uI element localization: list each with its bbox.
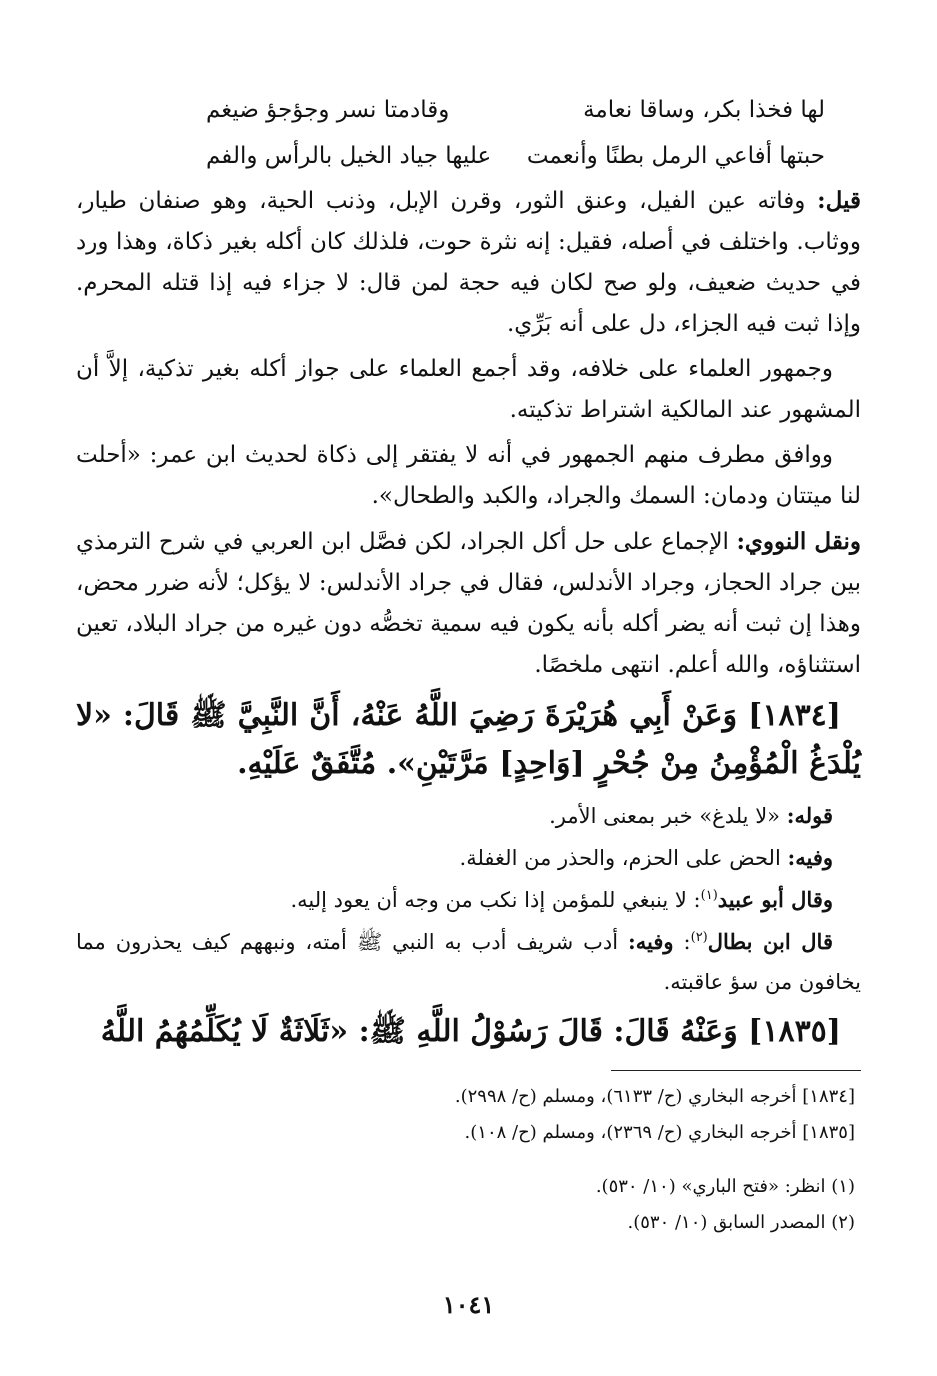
footnote-ref-1[interactable]: (١) — [700, 888, 718, 903]
comment-text: : لا ينبغي للمؤمن إذا نكب من وجه أن يعود إليه. — [290, 888, 701, 912]
comment-lead: وقال أبو عبيد — [717, 887, 833, 912]
commentary-ibn-battal — [76, 922, 861, 1002]
paragraph-lead: قيل: — [817, 187, 861, 214]
commentary-abu-ubayd — [76, 880, 861, 920]
comment-lead: قوله: — [786, 803, 833, 828]
poetry-verse — [76, 90, 861, 176]
comment-lead: قال ابن بطال — [707, 929, 833, 954]
verse-1-first-hemistich: لها فخذا بكر، وساقا نعامة — [583, 97, 825, 123]
footnote-2: (٢) المصدر السابق (١٠/ ٥٣٠). — [627, 1212, 855, 1233]
paragraph-text: وفاته عين الفيل، وعنق الثور، وقرن الإبل، وذنب الحية، وهو صنفان طيار، ووثاب. واختلف في أصله، فقيل: إنه نثرة حوت، فلذلك كان أكله بغير ذكاة، وهذا ورد في حديث ضعيف، ولو صح لكان فيه حجة لمن قال: لا جزاء فيه إذا قتله المحرم. وإذا ثبت فيه الجزاء، دل على أنه بَرِّي. — [76, 188, 861, 337]
footnote-ref-2[interactable]: (٢) — [690, 930, 708, 945]
comment-lead: وفيه: — [787, 845, 833, 870]
hadith-1835: [١٨٣٥] وَعَنْهُ قَالَ: قَالَ رَسُوْلُ اللَّهِ ﷺ: «ثَلَاثَةٌ لَا يُكَلِّمُهُمُ اللَّهُ — [100, 1014, 841, 1049]
hadith-1834: [١٨٣٤] وَعَنْ أَبِي هُرَيْرَةَ رَضِيَ اللَّهُ عَنْهُ، أَنَّ النَّبِيَّ ﷺ قَالَ: «لا يُلْدَغُ الْمُؤْمِنُ مِنْ جُحْرٍ [وَاحِدٍ] مَرَّتَيْنِ». مُتَّفَقٌ عَلَيْهِ. — [76, 698, 861, 781]
comment-text: «لا يلدغ» خبر بمعنى الأمر. — [549, 804, 787, 828]
paragraph-mutarrif: ووافق مطرف منهم الجمهور في أنه لا يفتقر إلى ذكاة لحديث ابن عمر: «أحلت لنا ميتتان ودمان: السمك والجراد، والكبد والطحال». — [76, 442, 861, 509]
commentary-wafihi — [76, 838, 861, 878]
footnote-divider — [611, 1070, 861, 1071]
comment-text: الحض على الحزم، والحذر من الغفلة. — [459, 846, 788, 870]
paragraph-majority-opinion: وجمهور العلماء على خلافه، وقد أجمع العلماء على جواز أكله بغير تذكية، إلاَّ أن المشهور عند المالكية اشتراط تذكيته. — [76, 356, 861, 423]
comment-text: أدب شريف أدب به النبي ﷺ أمته، ونبههم كيف يحذرون مما يخافون من سؤ عاقبته. — [76, 930, 861, 994]
comment-lead-2: وفيه: — [628, 929, 674, 954]
verse-2-first-hemistich: حبتها أفاعي الرمل بطنًا وأنعمت — [526, 143, 825, 169]
page-number: ١٠٤١ — [442, 1290, 495, 1319]
paragraph-lead: ونقل النووي: — [736, 528, 861, 555]
paragraph-nawawi — [76, 521, 861, 686]
verse-1-second-hemistich: وقادمتا نسر وجؤجؤ ضيغم — [206, 97, 450, 123]
comment-separator: : — [673, 930, 691, 954]
footnote-1: (١) انظر: «فتح الباري» (١٠/ ٥٣٠). — [595, 1176, 855, 1197]
footnote-spacer — [76, 1151, 861, 1169]
takhrij-1834: [١٨٣٤] أخرجه البخاري (ح/ ٦١٣٣)، ومسلم (ح/ ٢٩٩٨). — [454, 1086, 855, 1107]
verse-line-2 — [76, 136, 861, 176]
commentary-qawluhu — [76, 796, 861, 836]
paragraph-locust-description — [76, 180, 861, 345]
takhrij-1835: [١٨٣٥] أخرجه البخاري (ح/ ٢٣٦٩)، ومسلم (ح/ ١٠٨). — [464, 1122, 855, 1143]
verse-2-second-hemistich: عليها جياد الخيل بالرأس والفم — [206, 143, 492, 169]
verse-line-1 — [76, 90, 861, 130]
paragraph-text: الإجماع على حل أكل الجراد، لكن فصَّل ابن العربي في شرح الترمذي بين جراد الحجاز، وجراد الأندلس، فقال في جراد الأندلس: لا يؤكل؛ لأنه ضرر محض، وهذا إن ثبت أنه يضر أكله بأنه يكون فيه سمية تخصُّه دون غيره من جراد البلاد، تعين استثناؤه، والله أعلم. انتهى ملخصًا. — [76, 529, 861, 678]
